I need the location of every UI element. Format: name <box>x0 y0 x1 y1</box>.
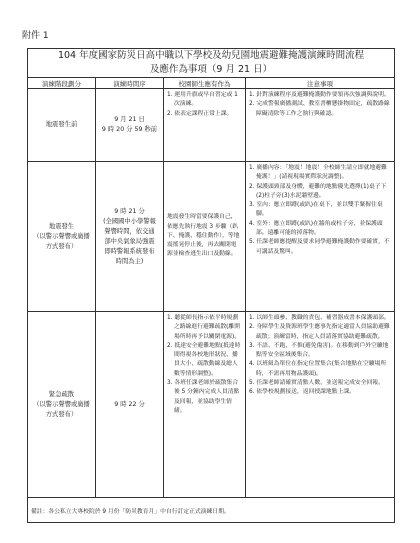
annex-label: 附件 1 <box>22 31 49 41</box>
actions-cell: 1. 運用升旗或早自習定或 1 次演練。 2. 依表定課程正常上課。 <box>164 89 246 162</box>
title-line-1: 104 年度國家防災日高中職以下學校及幼兒園地震避難掩護演練時間流程 <box>57 50 365 61</box>
title-line-2: 及應作為事項（9 月 21 日） <box>149 64 273 75</box>
stage-cell: 地震發生前 <box>28 89 96 162</box>
header-notes: 注意事項 <box>246 78 395 89</box>
notes-cell: 1. 針對演練程序及避難掩護動作要領再次強調與說明。 2. 完成警報廣播測試、教室書櫃懸掛物固定，疏散路線障礙清除等工作之執行與確認。 <box>246 89 395 162</box>
time-cell: 9 時 21 分 (全國國中小學警報 聲響時間，依交通 部中央氣象局強震 即時警報系統發布 時間為主) <box>96 162 164 312</box>
header-row <box>28 78 395 89</box>
time-cell: 9 月 21 日 9 時 20 分 59 秒前 <box>96 89 164 162</box>
table-row <box>28 162 395 312</box>
header-actions: 校園師生應有作為 <box>164 78 246 89</box>
drill-schedule-table <box>27 48 395 523</box>
notes-cell: 1. 以師生頭參、教職的責包、補習器成書本保護頭部。 2. 身障學生及資源班學生應事先指定適當人員協助避難疏散；演練當時，指定人員請落實協助避難疏散。 3. 不語、不跑、不推(避免傷害)。在移動到戶外空曠地點等安全區域後集合。 4. 以班級為單位在指定位置集合(集合地點在空曠場所時，不需再用物品護頭)。 5. 任課老師請確實清點人數，並送報完成安全回報。 6. 依學校規劃接送，返回授課地點上課。 <box>246 312 395 498</box>
time-cell: 9 時 22 分 <box>96 312 164 498</box>
actions-cell: 地震發生時當要保護自己，依應先執行地震 3 步驟（趴下、掩護、穩住動作），等地震搖晃停止後，再去關閉電源並檢查逃生出口及動線。 <box>164 162 246 312</box>
stage-cell: 地震發生 （以警示聲響或廣播 方式發布） <box>28 162 96 312</box>
stage-cell: 緊急疏散 （以警示聲響或廣播 方式發布） <box>28 312 96 498</box>
header-time: 演練時間序 <box>96 78 164 89</box>
header-stage: 演練階段劃分 <box>28 78 96 89</box>
remark: 備註：各公私立大專校院於 9 月份「防災教育月」中自行訂定正式演練日期。 <box>28 498 395 523</box>
actions-cell: 1. 聽從師長指示依平時規劃之路線進行避難疏散(離開場所時再予以關閉電源)。 2. 抵達安全避難地點(抵達時間得視各校地形狀況、播員大小、疏散動線及總人數等情形調整)。 3. 各班任課老師於疏散集合後 5 分鐘內完成人員清點及回報，並協助學生情緒。 <box>164 312 246 498</box>
remark-row <box>28 498 395 523</box>
table-row <box>28 312 395 498</box>
table-row <box>28 89 395 162</box>
notes-cell: 1. 廣播內容：「地震！地震！全校師生請立即就地避難掩護！」(請視現場實際狀況調整)。 2. 保護頭頸部及身體，避難的地點優先選擇(1)桌子下(2)柱子旁(3)水泥牆壁邊。 3. 室內：應立即蹲(或趴)在桌下，並以雙手緊握住桌腳。 4. 室外：應立即蹲(或趴)在牆角或柱子旁，並保護頭部。遠離可能的掉落物。 5. 任課老師應提醒及要求同學避難掩護動作要確實，不可講話及驚叫。 <box>246 162 395 312</box>
table-title <box>28 49 395 78</box>
